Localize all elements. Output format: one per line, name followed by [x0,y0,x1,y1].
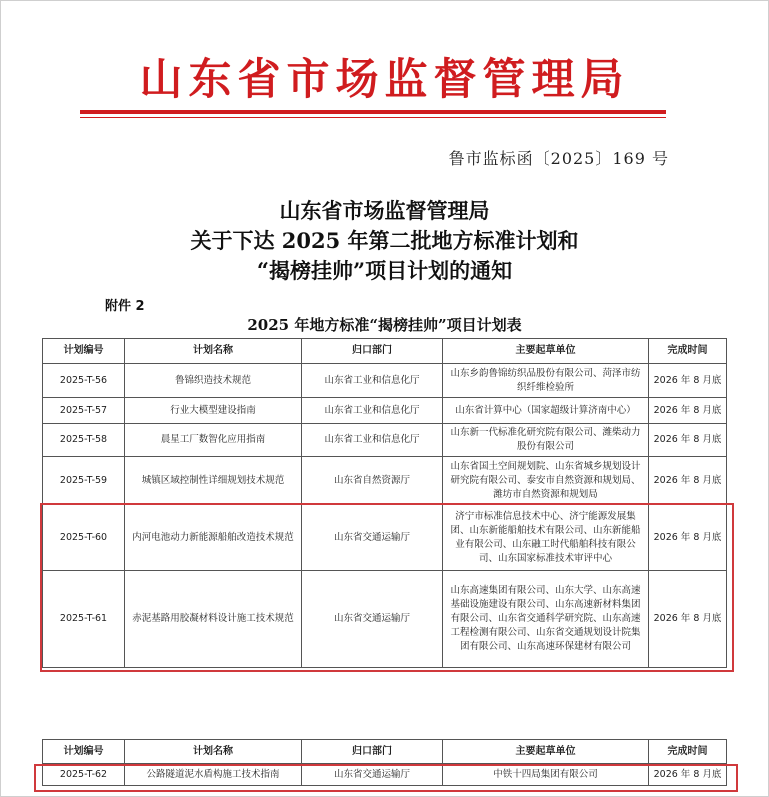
header-plan-id: 计划编号 [43,740,125,764]
cell-drafting-unit: 中铁十四局集团有限公司 [443,764,649,786]
plan-table-continued [42,739,727,786]
cell-deadline: 2026 年 8 月底 [649,424,727,457]
cell-drafting-unit: 山东乡韵鲁锦纺织品股份有限公司、菏泽市纺织纤维检验所 [443,364,649,398]
document-number: 鲁市监标函〔2025〕169 号 [448,149,669,168]
table-title: 2025 年地方标准“揭榜挂帅”项目计划表 [247,316,522,334]
header-plan-id: 计划编号 [43,339,125,364]
notice-title-line-2: 关于下达 2025 年第二批地方标准计划和 [190,228,579,253]
cell-plan-id: 2025-T-59 [43,457,125,505]
header-drafting-unit: 主要起草单位 [443,740,649,764]
header-plan-name: 计划名称 [125,740,302,764]
cell-department: 山东省工业和信息化厅 [302,424,443,457]
cell-plan-id: 2025-T-61 [43,571,125,668]
cell-plan-id: 2025-T-56 [43,364,125,398]
cell-department: 山东省交通运输厅 [302,764,443,786]
cell-plan-name: 内河电池动力新能源船舶改造技术规范 [125,505,302,571]
table-header-row [43,339,727,364]
cell-plan-name: 行业大模型建设指南 [125,398,302,424]
cell-deadline: 2026 年 8 月底 [649,764,727,786]
notice-title-line-1: 山东省市场监督管理局 [279,198,490,223]
cell-deadline: 2026 年 8 月底 [649,364,727,398]
table-row [43,424,727,457]
masthead-rule-thick [80,110,666,114]
attachment-label: 附件 2 [105,299,145,314]
table-row [43,364,727,398]
header-department: 归口部门 [302,339,443,364]
header-drafting-unit: 主要起草单位 [443,339,649,364]
table-row [43,764,727,786]
cell-department: 山东省工业和信息化厅 [302,398,443,424]
cell-plan-id: 2025-T-62 [43,764,125,786]
cell-department: 山东省工业和信息化厅 [302,364,443,398]
cell-drafting-unit: 山东省计算中心（国家超级计算济南中心） [443,398,649,424]
cell-drafting-unit: 山东高速集团有限公司、山东大学、山东高速基础设施建设有限公司、山东高速新材料集团有限公司、山东省交通科学研究院、山东高速工程检测有限公司、山东省交通规划设计院集团有限公司、山东高速环保建材有限公司 [443,571,649,668]
plan-table [42,338,727,668]
masthead-title: 山东省市场监督管理局 [139,55,630,105]
cell-plan-id: 2025-T-58 [43,424,125,457]
table-row [43,571,727,668]
cell-deadline: 2026 年 8 月底 [649,457,727,505]
cell-deadline: 2026 年 8 月底 [649,505,727,571]
cell-deadline: 2026 年 8 月底 [649,398,727,424]
header-plan-name: 计划名称 [125,339,302,364]
masthead-rule-thin [80,117,666,118]
cell-plan-name: 城镇区域控制性详细规划技术规范 [125,457,302,505]
cell-plan-name: 鲁锦织造技术规范 [125,364,302,398]
cell-drafting-unit: 济宁市标准信息技术中心、济宁能源发展集团、山东新能船舶技术有限公司、山东新能船业有限公司、山东融工时代船舶科技有限公司、山东国家标准技术审评中心 [443,505,649,571]
cell-plan-id: 2025-T-57 [43,398,125,424]
cell-plan-name: 晨星工厂数智化应用指南 [125,424,302,457]
header-deadline: 完成时间 [649,339,727,364]
cell-drafting-unit: 山东省国土空间规划院、山东省城乡规划设计研究院有限公司、泰安市自然资源和规划局、潍坊市自然资源和规划局 [443,457,649,505]
table-row [43,398,727,424]
cell-deadline: 2026 年 8 月底 [649,571,727,668]
cell-plan-name: 赤泥基路用胶凝材料设计施工技术规范 [125,571,302,668]
cell-plan-id: 2025-T-60 [43,505,125,571]
header-department: 归口部门 [302,740,443,764]
cell-department: 山东省自然资源厅 [302,457,443,505]
cell-plan-name: 公路隧道泥水盾构施工技术指南 [125,764,302,786]
table-row [43,457,727,505]
table-row [43,505,727,571]
table-header-row [43,740,727,764]
header-deadline: 完成时间 [649,740,727,764]
notice-title-line-3: “揭榜挂帅”项目计划的通知 [256,258,513,283]
cell-drafting-unit: 山东新一代标准化研究院有限公司、潍柴动力股份有限公司 [443,424,649,457]
cell-department: 山东省交通运输厅 [302,505,443,571]
cell-department: 山东省交通运输厅 [302,571,443,668]
